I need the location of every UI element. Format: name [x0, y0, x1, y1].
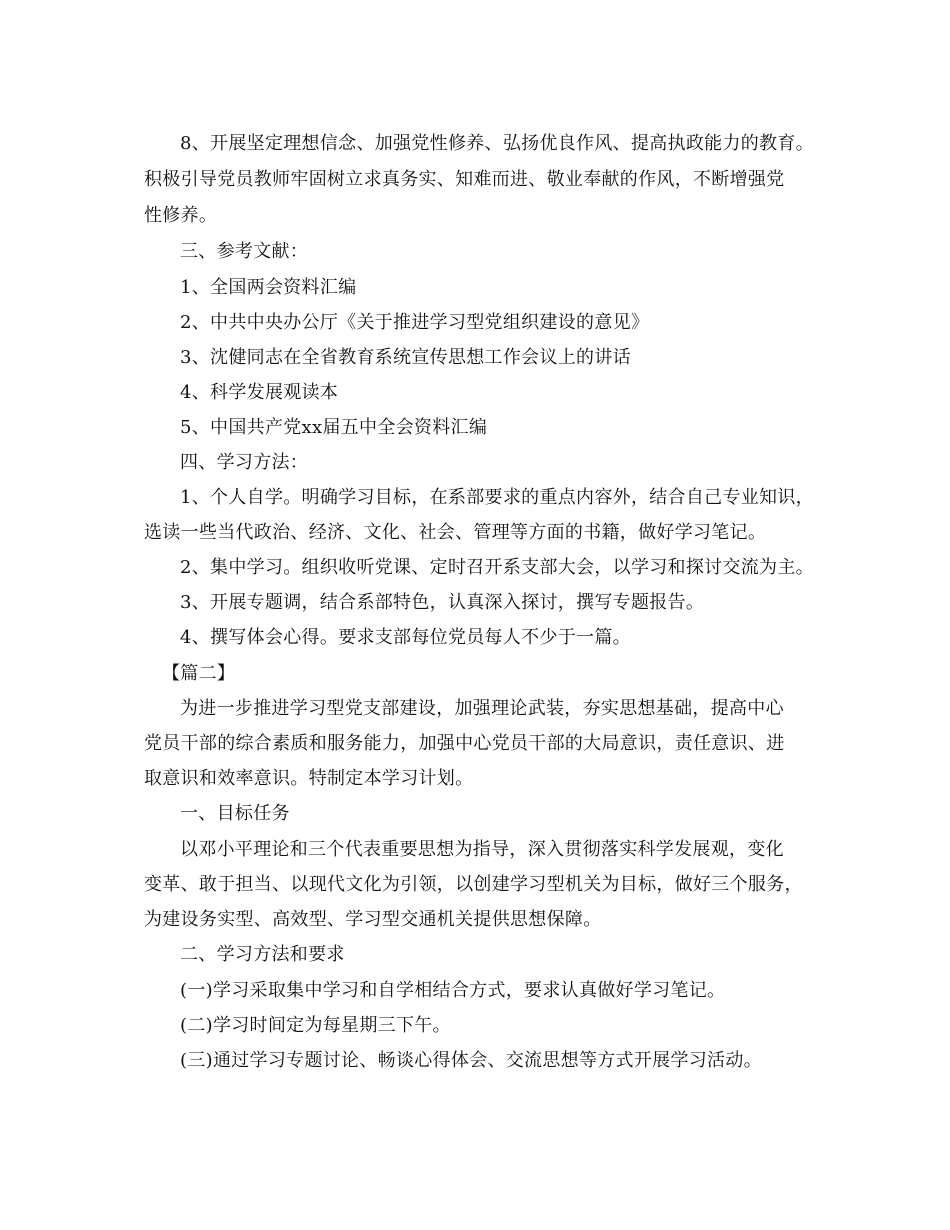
text-line: 为进一步推进学习型党支部建设，加强理论武装，夯实思想基础，提高中心: [180, 698, 784, 719]
section-heading: 二、学习方法和要求: [180, 944, 345, 965]
text-line: 党员干部的综合素质和服务能力，加强中心党员干部的大局意识，责任意识、进: [144, 733, 785, 754]
text-line: 变革、敢于担当、以现代文化为引领，以创建学习型机关为目标，做好三个服务，: [144, 874, 803, 895]
text-line: 为建设务实型、高效型、学习型交通机关提供思想保障。: [144, 909, 602, 930]
chapter-heading: 【篇二】: [162, 663, 236, 684]
list-item: 1、全国两会资料汇编: [180, 277, 357, 298]
text-line: 1、个人自学。明确学习目标，在系部要求的重点内容外，结合自己专业知识，: [180, 487, 814, 508]
text-line: 以邓小平理论和三个代表重要思想为指导，深入贯彻落实科学发展观，变化: [180, 839, 784, 860]
list-item: (二)学习时间定为每星期三下午。: [180, 1015, 451, 1036]
list-item: 3、沈健同志在全省教育系统宣传思想工作会议上的讲话: [180, 347, 631, 368]
text-line: 性修养。: [144, 205, 218, 226]
list-item: (一)学习采取集中学习和自学相结合方式，要求认真做好学习笔记。: [180, 980, 726, 1001]
text-line: 选读一些当代政治、经济、文化、社会、管理等方面的书籍，做好学习笔记。: [144, 522, 767, 543]
text-line: 积极引导党员教师牢固树立求真务实、知难而进、敬业奉献的作风，不断增强党: [144, 169, 785, 190]
text-line: 2、集中学习。组织收听党课、定时召开系支部大会，以学习和探讨交流为主。: [180, 557, 814, 578]
text-line: 4、撰写体会心得。要求支部每位党员每人不少于一篇。: [180, 627, 631, 648]
text-line: 3、开展专题调，结合系部特色，认真深入探讨，撰写专题报告。: [180, 592, 705, 613]
section-heading: 四、学习方法：: [180, 452, 309, 473]
text-line: 8、开展坚定理想信念、加强党性修养、弘扬优良作风、提高执政能力的教育。: [180, 133, 814, 154]
list-item: 5、中国共产党xx届五中全会资料汇编: [180, 417, 488, 438]
section-heading: 三、参考文献：: [180, 241, 309, 262]
text-line: 取意识和效率意识。特制定本学习计划。: [144, 768, 474, 789]
list-item: 4、科学发展观读本: [180, 382, 339, 403]
section-heading: 一、目标任务: [180, 803, 290, 824]
list-item: (三)通过学习专题讨论、畅谈心得体会、交流思想等方式开展学习活动。: [180, 1050, 762, 1071]
list-item: 2、中共中央办公厅《关于推进学习型党组织建设的意见》: [180, 312, 650, 333]
